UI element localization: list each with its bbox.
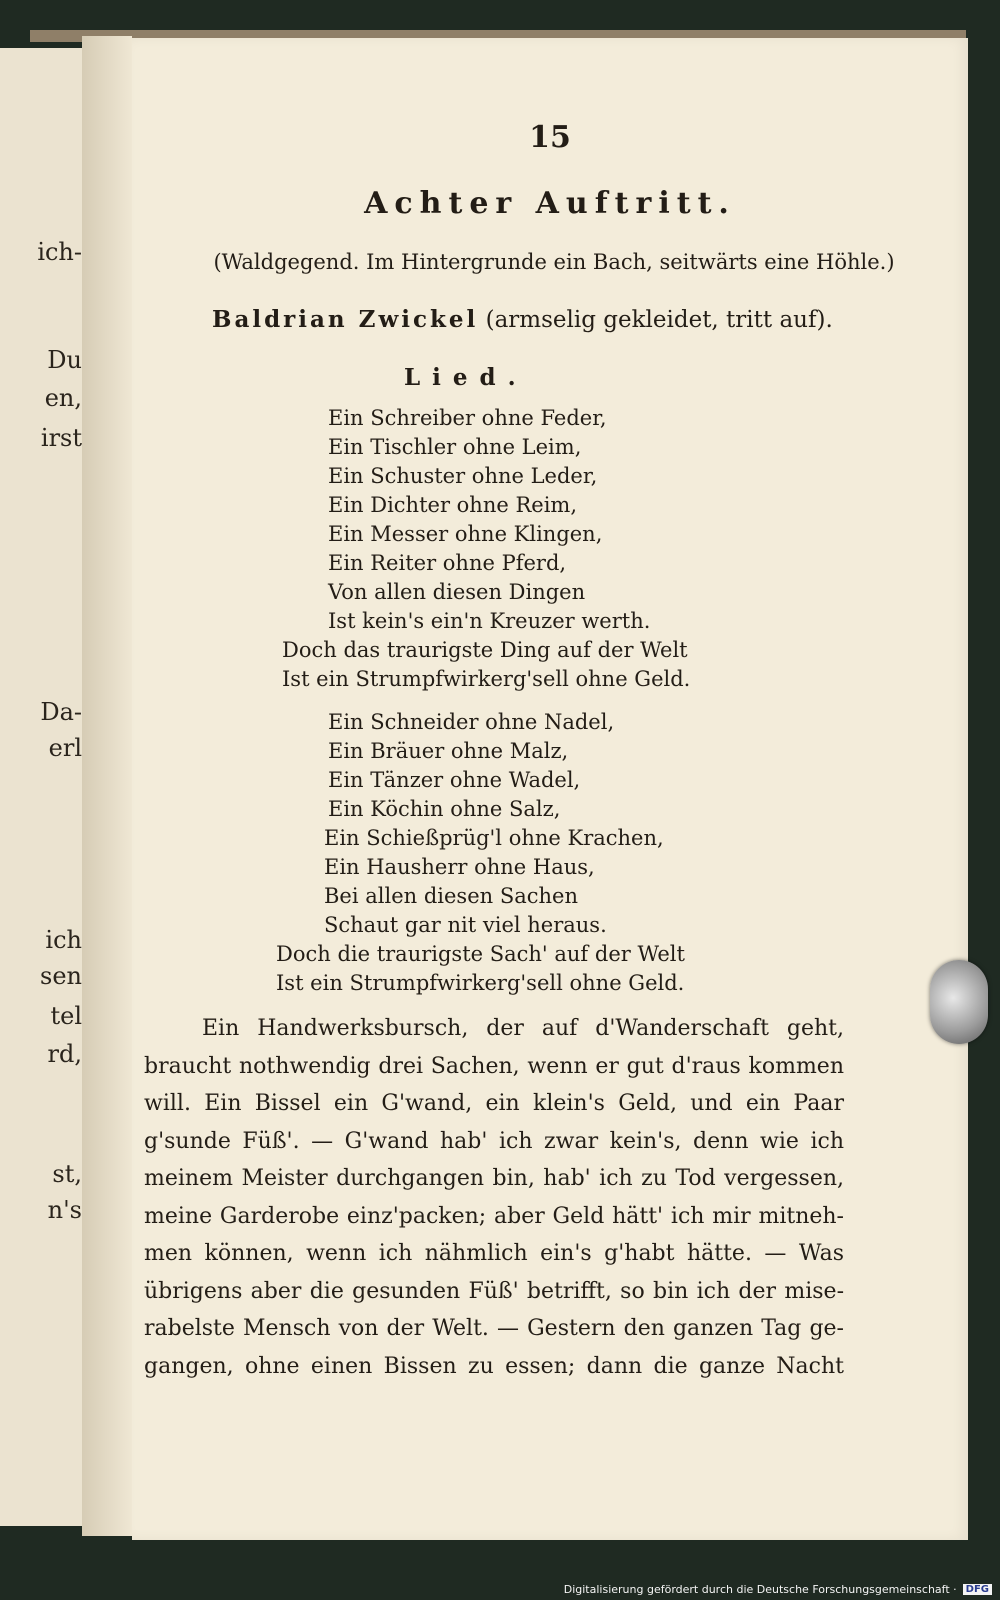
verse-line: Ein Reiter ohne Pferd,	[328, 551, 567, 575]
prose-paragraph	[144, 1010, 844, 1385]
verse-line: Ein Hausherr ohne Haus,	[324, 855, 595, 879]
page-number: 15	[529, 120, 571, 155]
prose-line: gangen, ohne einen Bissen zu essen; dann die ganze Nacht	[144, 1353, 844, 1379]
prose-line: Ein Handwerksbursch, der auf d'Wanderschaft geht,	[202, 1016, 844, 1041]
dfg-logo: DFG	[963, 1584, 992, 1595]
prose-line: meine Garderobe einz'packen; aber Geld hätt' ich mir mitneh-	[144, 1203, 844, 1229]
verse-line: Ein Bräuer ohne Malz,	[328, 739, 569, 763]
verse-line: Ein Schreiber ohne Feder,	[328, 406, 607, 430]
left-page-text-fragment: n's	[47, 1196, 82, 1224]
left-page-text-fragment: Du	[47, 346, 82, 374]
verse-line: Bei allen diesen Sachen	[324, 884, 578, 908]
song-title: Lied.	[404, 364, 528, 391]
prose-line: will. Ein Bissel ein G'wand, ein klein's Geld, und ein Paar	[144, 1091, 844, 1116]
verse-line: Ein Dichter ohne Reim,	[328, 493, 578, 517]
prose-line: übrigens aber die gesunden Füß' betrifft, so bin ich der mise-	[144, 1278, 844, 1304]
verse-line: Ein Schneider ohne Nadel,	[328, 710, 615, 734]
left-page-text-fragment: sen	[40, 962, 82, 990]
verse-line: Von allen diesen Dingen	[328, 580, 586, 604]
left-page-fragment	[0, 48, 84, 1526]
prose-line: meinem Meister durchgangen bin, hab' ich zu Tod vergessen,	[144, 1166, 844, 1191]
character-entrance	[212, 306, 833, 333]
left-page-text-fragment: ich-	[37, 238, 82, 266]
book-gutter	[82, 36, 132, 1536]
character-note: (armselig gekleidet, tritt auf).	[485, 307, 833, 333]
verse-line: Ist ein Strumpfwirkerg'sell ohne Geld.	[276, 971, 685, 995]
prose-line: g'sunde Füß'. — G'wand hab' ich zwar kein's, denn wie ich	[144, 1128, 844, 1154]
left-page-text-fragment: rd,	[47, 1040, 82, 1068]
book-page	[132, 38, 968, 1540]
left-page-text-fragment: st,	[52, 1160, 82, 1188]
left-page-text-fragment: erl	[48, 734, 82, 762]
verse-line: Doch das traurigste Ding auf der Welt	[282, 638, 688, 662]
verse-line: Doch die traurigste Sach' auf der Welt	[276, 942, 685, 966]
left-page-text-fragment: irst	[40, 424, 82, 452]
verse-line: Ein Tänzer ohne Wadel,	[328, 768, 581, 792]
verse-line: Ist kein's ein'n Kreuzer werth.	[328, 609, 651, 633]
verse-line: Ein Schießprüg'l ohne Krachen,	[324, 826, 664, 850]
character-name: Baldrian Zwickel	[212, 306, 479, 333]
left-page-text-fragment: ich	[45, 926, 82, 954]
verse-line: Ein Messer ohne Klingen,	[328, 522, 603, 546]
page-clip-icon	[930, 960, 988, 1044]
digitization-footer	[564, 1583, 992, 1596]
verse-line: Schaut gar nit viel heraus.	[324, 913, 607, 937]
prose-line: braucht nothwendig drei Sachen, wenn er gut d'raus kommen	[144, 1053, 844, 1079]
stage-direction: (Waldgegend. Im Hintergrunde ein Bach, seitwärts eine Höhle.)	[213, 250, 895, 274]
prose-line: men können, wenn ich nähmlich ein's g'habt hätte. — Was	[144, 1241, 844, 1266]
left-page-text-fragment: en,	[44, 384, 82, 412]
footer-credit: Digitalisierung gefördert durch die Deutsche Forschungsgemeinschaft ·	[563, 1583, 957, 1596]
scene-title: Achter Auftritt.	[364, 186, 736, 221]
verse-line: Ein Schuster ohne Leder,	[328, 464, 598, 488]
verse-line: Ist ein Strumpfwirkerg'sell ohne Geld.	[282, 667, 691, 691]
left-page-text-fragment: tel	[50, 1002, 82, 1030]
prose-line: rabelste Mensch von der Welt. — Gestern den ganzen Tag ge-	[144, 1316, 844, 1341]
verse-line: Ein Köchin ohne Salz,	[328, 797, 561, 821]
verse-line: Ein Tischler ohne Leim,	[328, 435, 582, 459]
left-page-text-fragment: Da-	[40, 698, 82, 726]
